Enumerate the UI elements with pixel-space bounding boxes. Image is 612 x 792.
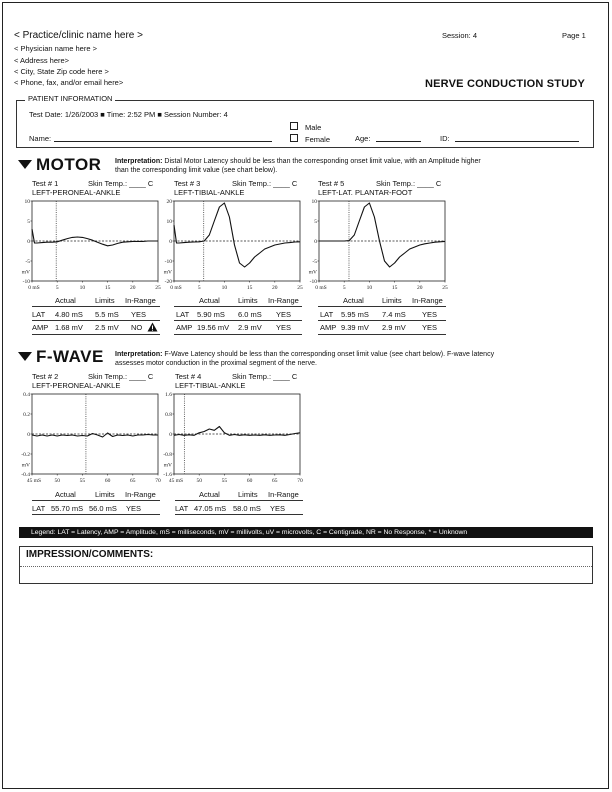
table-divider [175,514,303,515]
y-tick-label: 10 [24,199,30,205]
fwave-interp-line1: F-Wave Latency should be less than the corresponding onset limit value (see chart below). F-wave latency [162,351,495,358]
motor-interp-line2: than the corresponding limit value (see chart below). [115,167,278,174]
header-in-range: In-Range [412,296,443,305]
lat-limits: 56.0 mS [89,504,117,513]
id-field[interactable] [455,141,579,142]
x-tick-label: 70 [155,478,161,484]
header-in-range: In-Range [268,296,299,305]
waveform-trace [32,433,158,437]
lat-actual: 5.90 mS [197,310,225,319]
y-tick-label: 0.4 [23,392,30,398]
table-divider [318,306,446,307]
table-divider [174,320,302,321]
y-tick-label: 0 [314,239,317,245]
practice-name: < Practice/clinic name here > [14,30,143,41]
y-tick-label: -20 [164,279,172,285]
amp-label: AMP [320,323,337,332]
lat-in-range: YES [126,504,142,513]
x-tick-label: 65 [272,478,278,484]
x-tick-label: 55 [221,478,228,484]
y-tick-label: 10 [311,199,317,205]
table-divider [32,306,160,307]
x-tick-label: 55 [79,478,86,484]
header-in-range: In-Range [268,490,299,499]
motor-test-5-number: Test # 5 [318,179,345,188]
y-tick-label: mV [163,462,172,469]
y-tick-label: 0.2 [23,412,30,418]
x-tick-label: 5 [55,285,59,291]
amp-in-range: YES [422,323,438,332]
table-divider [318,334,446,335]
lat-in-range: YES [276,310,292,319]
x-tick-label: 25 [442,285,448,291]
y-tick-label: 10 [166,219,172,225]
header-limits: Limits [238,296,258,305]
y-tick-label: 0 [169,239,172,245]
warning-icon [147,322,158,332]
lat-limits: 6.0 mS [238,310,262,319]
fwave-interp-line2: assesses motor conduction in the proximal segment of the nerve. [115,360,317,367]
lat-label: LAT [175,504,189,513]
y-tick-label: 0.8 [165,412,172,418]
amp-in-range: NO [131,323,143,332]
address-line: < Address here> [14,56,70,65]
x-tick-label: 45 mS [168,478,184,484]
x-tick-label: 20 [417,285,423,291]
lat-actual: 4.80 mS [55,310,83,319]
x-tick-label: 25 [155,285,161,291]
y-tick-label: mV [308,269,317,276]
motor-test-5-skin-temp: Skin Temp.: ____ C [376,179,442,188]
y-tick-label: -5 [25,259,30,265]
header-actual: Actual [199,490,220,499]
waveform-trace [319,203,445,267]
page-number: Page 1 [562,31,586,40]
lat-label: LAT [176,310,190,319]
lat-limits: 58.0 mS [233,504,261,513]
x-tick-label: 15 [391,285,398,291]
report-title: NERVE CONDUCTION STUDY [425,78,586,90]
female-checkbox[interactable] [290,134,298,142]
y-tick-label: -1.6 [163,472,172,478]
x-tick-label: 60 [246,478,253,484]
y-tick-label: 0 [27,432,30,438]
session-label: Session: 4 [442,31,478,40]
motor-test-3-nerve: LEFT-TIBIAL-ANKLE [174,188,245,197]
x-tick-label: 50 [196,478,202,484]
fwave-test-4-number: Test # 4 [175,372,202,381]
y-tick-label: -10 [164,259,172,265]
y-tick-label: mV [21,269,30,276]
x-tick-label: 20 [130,285,136,291]
male-label: Male [305,123,322,132]
header-actual: Actual [199,296,220,305]
x-tick-label: 0 mS [170,285,182,291]
y-tick-label: 0 [169,432,172,438]
female-label: Female [305,135,331,144]
x-tick-label: 0 mS [315,285,327,291]
contact-line: < Phone, fax, and/or email here> [14,78,124,87]
x-tick-label: 5 [197,285,201,291]
impression-title: IMPRESSION/COMMENTS: [26,549,154,560]
header-in-range: In-Range [125,296,156,305]
lat-actual: 55.70 mS [51,504,84,513]
x-tick-label: 0 mS [28,285,40,291]
table-divider [318,320,446,321]
lat-label: LAT [32,504,46,513]
motor-interp-line1: Distal Motor Latency should be less than the corresponding onset limit value, with an Amplitude higher [162,158,481,165]
legend-bar: Legend: LAT = Latency, AMP = Amplitude, mS = milliseconds, mV = millivolts, uV = microvolts, C = Centigrade, NR = No Response, * = Unknown [19,527,593,538]
motor-collapse-icon[interactable] [18,160,32,169]
header-limits: Limits [382,296,402,305]
motor-test-1-skin-temp: Skin Temp.: ____ C [88,179,154,188]
y-tick-label: -0.2 [21,452,30,458]
fwave-test-2-skin-temp: Skin Temp.: ____ C [88,372,154,381]
amp-actual: 1.68 mV [55,323,83,332]
physician-name: < Physician name here > [14,44,97,53]
patient-info-legend: PATIENT INFORMATION [25,94,115,103]
waveform-trace [174,203,300,267]
fwave-interp-label: Interpretation: [115,351,163,358]
comment-line[interactable] [20,566,592,567]
header-actual: Actual [343,296,364,305]
header-limits: Limits [238,490,258,499]
table-divider [32,320,160,321]
x-tick-label: 20 [272,285,278,291]
y-tick-label: 20 [166,199,172,205]
x-tick-label: 10 [221,285,228,291]
motor-chart-test-5 [305,197,450,293]
fwave-chart-test-2 [18,390,163,486]
lat-limits: 5.5 mS [95,310,119,319]
id-label: ID: [440,134,450,143]
x-tick-label: 45 mS [26,478,42,484]
x-tick-label: 15 [104,285,111,291]
fwave-chart-test-4 [160,390,305,486]
motor-chart-test-1 [18,197,163,293]
y-tick-label: 5 [314,219,317,225]
amp-label: AMP [176,323,193,332]
table-divider [174,306,302,307]
amp-limits: 2.9 mV [382,323,406,332]
motor-test-5-nerve: LEFT-LAT. PLANTAR-FOOT [318,188,413,197]
x-tick-label: 25 [297,285,303,291]
y-tick-label: -5 [312,259,317,265]
y-tick-label: -10 [309,279,317,285]
fwave-interpretation [115,350,494,359]
x-tick-label: 60 [104,478,111,484]
male-checkbox[interactable] [290,122,298,130]
table-divider [32,514,160,515]
age-field[interactable] [376,141,421,142]
x-tick-label: 15 [246,285,253,291]
motor-test-1-nerve: LEFT-PERONEAL-ANKLE [32,188,121,197]
name-field[interactable] [54,141,272,142]
fwave-test-2-nerve: LEFT-PERONEAL-ANKLE [32,381,121,390]
lat-actual: 5.95 mS [341,310,369,319]
motor-test-3-skin-temp: Skin Temp.: ____ C [232,179,298,188]
lat-limits: 7.4 mS [382,310,406,319]
fwave-test-4-skin-temp: Skin Temp.: ____ C [232,372,298,381]
fwave-title: F-WAVE [36,347,104,366]
header-actual: Actual [55,490,76,499]
table-divider [175,500,303,501]
header-actual: Actual [55,296,76,305]
amp-actual: 9.39 mV [341,323,369,332]
table-divider [32,500,160,501]
x-tick-label: 5 [342,285,346,291]
header-in-range: In-Range [125,490,156,499]
fwave-test-4-nerve: LEFT-TIBIAL-ANKLE [175,381,246,390]
lat-in-range: YES [270,504,286,513]
y-tick-label: 0 [27,239,30,245]
test-date-line: Test Date: 1/26/2003 ■ Time: 2:52 PM ■ Session Number: 4 [29,110,228,119]
amp-in-range: YES [276,323,292,332]
amp-limits: 2.5 mV [95,323,119,332]
amp-limits: 2.9 mV [238,323,262,332]
motor-interpretation [115,157,481,166]
y-tick-label: 1.6 [165,392,172,398]
motor-test-3-number: Test # 3 [174,179,201,188]
y-tick-label: -0.4 [21,472,30,478]
motor-title: MOTOR [36,155,102,174]
x-tick-label: 10 [79,285,86,291]
table-divider [174,334,302,335]
motor-chart-test-3 [160,197,305,293]
y-tick-label: 5 [27,219,30,225]
fwave-test-2-number: Test # 2 [32,372,59,381]
motor-interp-label: Interpretation: [115,158,163,165]
waveform-trace [32,229,158,246]
header-limits: Limits [95,490,115,499]
y-tick-label: -10 [22,279,30,285]
x-tick-label: 65 [130,478,136,484]
x-tick-label: 10 [366,285,373,291]
amp-label: AMP [32,323,49,332]
amp-actual: 19.56 mV [197,323,230,332]
y-tick-label: -0.8 [163,452,172,458]
name-label: Name: [29,134,52,143]
motor-test-1-number: Test # 1 [32,179,59,188]
header-limits: Limits [95,296,115,305]
y-tick-label: mV [163,269,172,276]
y-tick-label: mV [21,462,30,469]
lat-in-range: YES [422,310,438,319]
x-tick-label: 50 [54,478,60,484]
age-label: Age: [355,134,371,143]
x-tick-label: 70 [297,478,303,484]
lat-label: LAT [320,310,334,319]
lat-actual: 47.05 mS [194,504,227,513]
lat-in-range: YES [131,310,147,319]
city-line: < City, State Zip code here > [14,67,109,76]
table-divider [32,334,160,335]
fwave-collapse-icon[interactable] [18,352,32,361]
lat-label: LAT [32,310,46,319]
